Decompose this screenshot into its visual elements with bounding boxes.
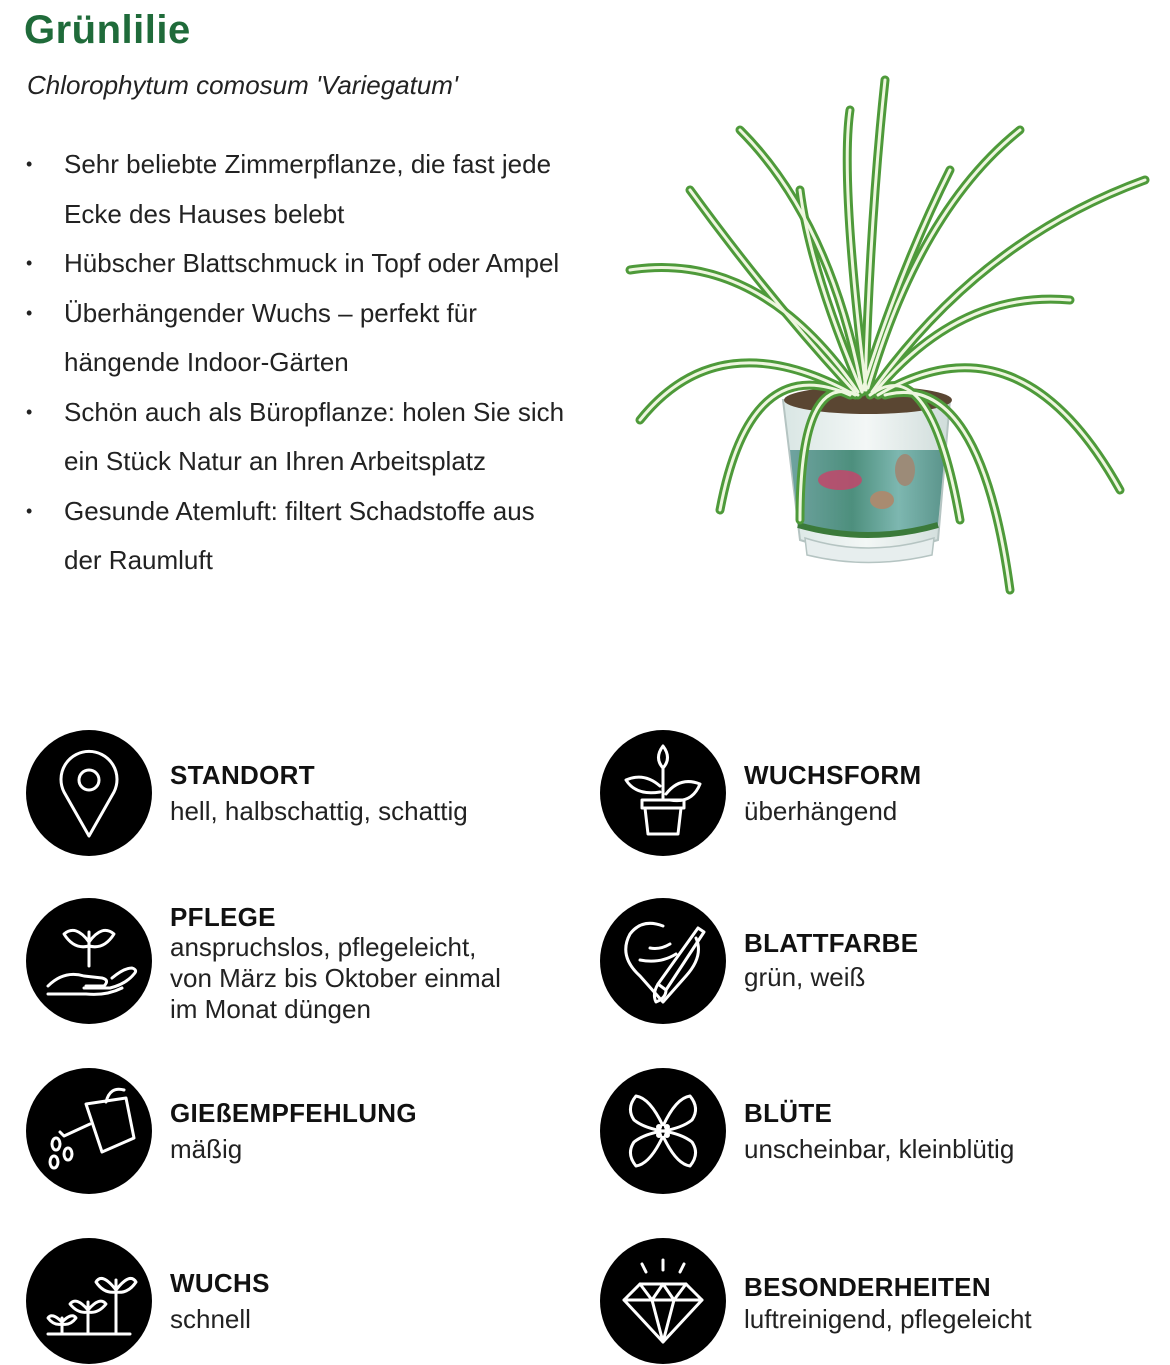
feature-bluete xyxy=(600,1068,1160,1198)
feature-wuchs xyxy=(26,1238,586,1365)
bullet-dot: • xyxy=(26,302,33,323)
bullet-text: Gesunde Atemluft: filtert Schadstoffe aus xyxy=(64,495,535,526)
bullet-dot: • xyxy=(26,500,33,521)
feature-value: luftreinigend, pflegeleicht xyxy=(744,1304,1032,1334)
bullet-text: der Raumluft xyxy=(64,545,213,575)
feature-giessempfehlung xyxy=(26,1068,586,1198)
growing-plants-icon xyxy=(26,1238,152,1364)
feature-title: STANDORT xyxy=(170,760,315,790)
bullet-dot: • xyxy=(26,401,33,422)
feature-value-line: von März bis Oktober einmal xyxy=(170,963,501,993)
diamond-icon xyxy=(600,1238,726,1364)
feature-title: BLATTFARBE xyxy=(744,928,919,958)
feature-title: BLÜTE xyxy=(744,1098,833,1128)
bullet-item xyxy=(24,289,604,388)
bullet-dot: • xyxy=(26,253,33,273)
feature-value: schnell xyxy=(170,1304,251,1334)
feature-title: GIEßEMPFEHLUNG xyxy=(170,1098,417,1128)
bullet-item xyxy=(24,140,604,239)
feature-wuchsform xyxy=(600,730,1160,860)
bullet-dot: • xyxy=(26,154,33,174)
bullet-text: Hübscher Blattschmuck in Topf oder Ampel xyxy=(64,248,560,278)
bullet-item xyxy=(24,239,604,289)
botanical-name: Chlorophytum comosum 'Variegatum' xyxy=(27,70,458,100)
hand-sprout-icon xyxy=(26,898,152,1024)
bullet-item xyxy=(24,487,604,586)
feature-blattfarbe xyxy=(600,898,1160,1028)
feature-value xyxy=(170,932,570,1025)
feature-value: mäßig xyxy=(170,1134,243,1164)
feature-bullet-list xyxy=(24,140,604,586)
feature-title: WUCHS xyxy=(170,1268,270,1298)
feature-besonderheiten xyxy=(600,1238,1160,1365)
product-title: Grünlilie xyxy=(24,8,191,52)
bullet-text: ein Stück Natur an Ihren Arbeitsplatz xyxy=(64,446,487,476)
feature-value: hell, halbschattig, schattig xyxy=(170,796,468,826)
feature-title: WUCHSFORM xyxy=(744,760,922,790)
feature-standort xyxy=(26,730,586,860)
feature-value-line: anspruchslos, pflegeleicht, xyxy=(170,932,477,962)
bullet-text: hängende Indoor-Gärten xyxy=(64,347,349,377)
location-pin-icon xyxy=(26,730,152,856)
feature-value: überhängend xyxy=(744,796,898,826)
bullet-text: Schön auch als Büropflanze: holen Sie sich xyxy=(64,396,565,427)
flower-icon xyxy=(600,1068,726,1194)
bullet-text: Sehr beliebte Zimmerpflanze, die fast jede xyxy=(64,149,552,179)
feature-pflege xyxy=(26,898,586,1028)
bullet-text: Ecke des Hauses belebt xyxy=(64,198,345,229)
potted-plant-icon xyxy=(600,730,726,856)
feature-value-line: im Monat düngen xyxy=(170,994,371,1024)
bullet-item xyxy=(24,388,604,487)
spider-plant-image xyxy=(600,70,1160,610)
leaf-brush-icon xyxy=(600,898,726,1024)
feature-title: BESONDERHEITEN xyxy=(744,1272,991,1302)
feature-value: unscheinbar, kleinblütig xyxy=(744,1134,1015,1164)
bullet-text: Überhängender Wuchs – perfekt für xyxy=(64,297,477,328)
feature-value: grün, weiß xyxy=(744,962,866,992)
feature-title: PFLEGE xyxy=(170,902,276,932)
watering-can-icon xyxy=(26,1068,152,1194)
